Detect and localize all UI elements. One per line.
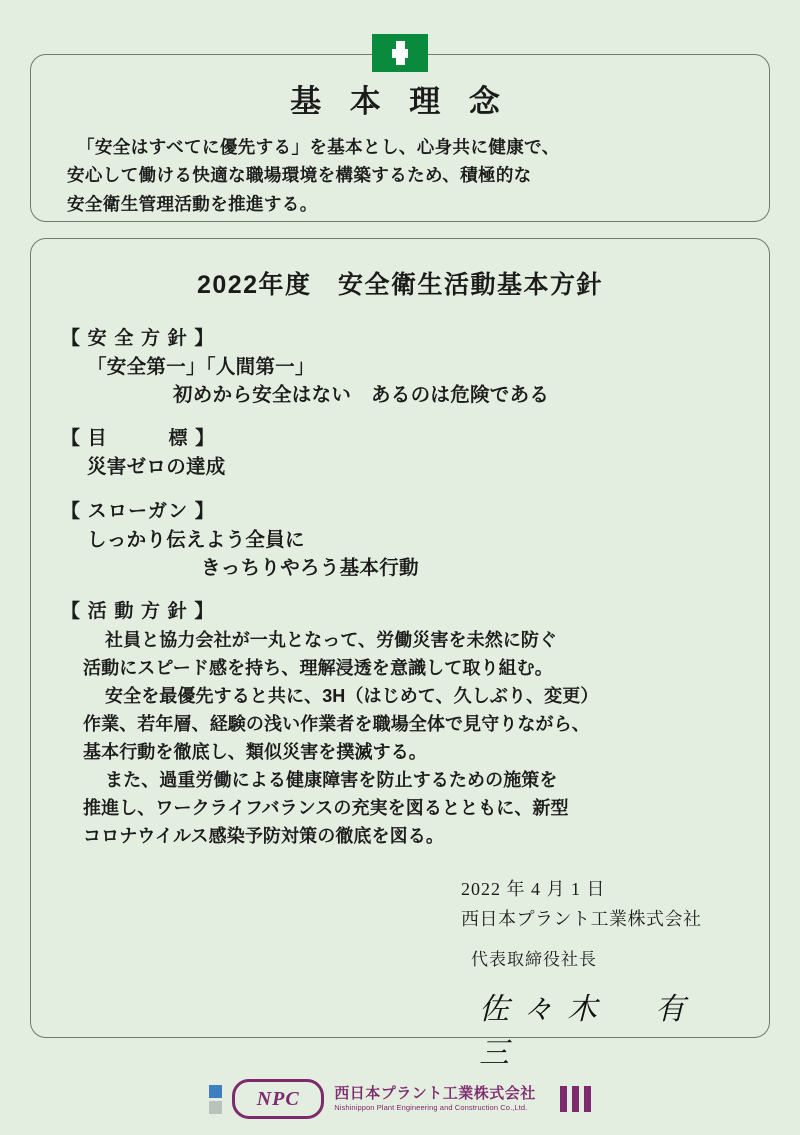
paragraph-line: 基本行動を徹底し、類似災害を撲滅する。 xyxy=(83,742,427,762)
paragraph-line: 作業、若年層、経験の浅い作業者を職場全体で見守りながら、 xyxy=(83,714,590,735)
footer-company-en: Nishinippon Plant Engineering and Construction Co.,Ltd. xyxy=(334,1103,528,1113)
section-line: 「安全第一」「人間第一」 xyxy=(87,356,315,378)
section-heading: 【 スローガン 】 xyxy=(61,501,215,523)
paragraph-line: 安全を最優先すると共に、3H（はじめて、久しぶり、変更） xyxy=(105,686,599,707)
signature-date: 2022 年 4 月 1 日 xyxy=(461,878,606,899)
bar-decoration-icon xyxy=(560,1086,591,1112)
paragraph-line: また、過重労働による健康障害を防止するための施策を xyxy=(105,769,558,790)
philosophy-body xyxy=(67,133,733,218)
section-action-policy xyxy=(61,596,739,850)
section-line: しっかり伝えよう全員に xyxy=(87,529,305,552)
paragraph-line: 推進し、ワークライフバランスの充実を図るとともに、新型 xyxy=(83,797,569,818)
policy-panel xyxy=(30,238,770,1071)
footer-company-jp: 西日本プラント工業株式会社 xyxy=(334,1085,536,1103)
footer-branding xyxy=(0,1079,800,1119)
philosophy-line-2: 安心して働ける快適な職場環境を構築するため、積極的な xyxy=(67,165,532,186)
philosophy-line-3: 安全衛生管理活動を推進する。 xyxy=(67,193,318,214)
paragraph-line: コロナウイルス感染予防対策の徹底を図る。 xyxy=(83,825,444,846)
signature-name: 佐々木 有三 xyxy=(479,991,699,1071)
section-safety-policy xyxy=(61,323,739,409)
section-heading: 【 目 標 】 xyxy=(61,428,216,450)
section-slogan xyxy=(61,496,739,582)
signature-block xyxy=(61,875,739,1072)
signature-company: 西日本プラント工業株式会社 xyxy=(461,908,702,929)
section-heading: 【 活 動 方 針 】 xyxy=(61,601,215,623)
section-heading: 【 安 全 方 針 】 xyxy=(61,328,215,349)
action-policy-text xyxy=(61,627,739,850)
section-line: 災害ゼロの達成 xyxy=(87,456,226,479)
policy-title: 2022年度 安全衛生活動基本方針 xyxy=(196,271,604,299)
paragraph-line: 社員と協力会社が一丸となって、労働災害を未然に防ぐ xyxy=(105,630,558,651)
philosophy-line-1: 「安全はすべてに優先する」を基本とし、心身共に健康で、 xyxy=(77,137,560,158)
footer-company-text xyxy=(334,1085,536,1113)
section-line: きっちりやろう基本行動 xyxy=(201,556,419,579)
logo-container xyxy=(0,34,800,72)
npc-logo-icon: NPC xyxy=(232,1079,324,1119)
signature-title: 代表取締役社長 xyxy=(471,949,597,969)
square-decoration-icon xyxy=(209,1085,222,1114)
philosophy-title: 基 本 理 念 xyxy=(290,84,510,119)
philosophy-panel xyxy=(30,54,770,222)
section-line: 初めから安全はない あるのは危険である xyxy=(173,383,550,406)
green-cross-safety-icon xyxy=(372,34,428,72)
paragraph-line: 活動にスピード感を持ち、理解浸透を意識して取り組む。 xyxy=(83,658,553,679)
section-goal xyxy=(61,423,739,482)
